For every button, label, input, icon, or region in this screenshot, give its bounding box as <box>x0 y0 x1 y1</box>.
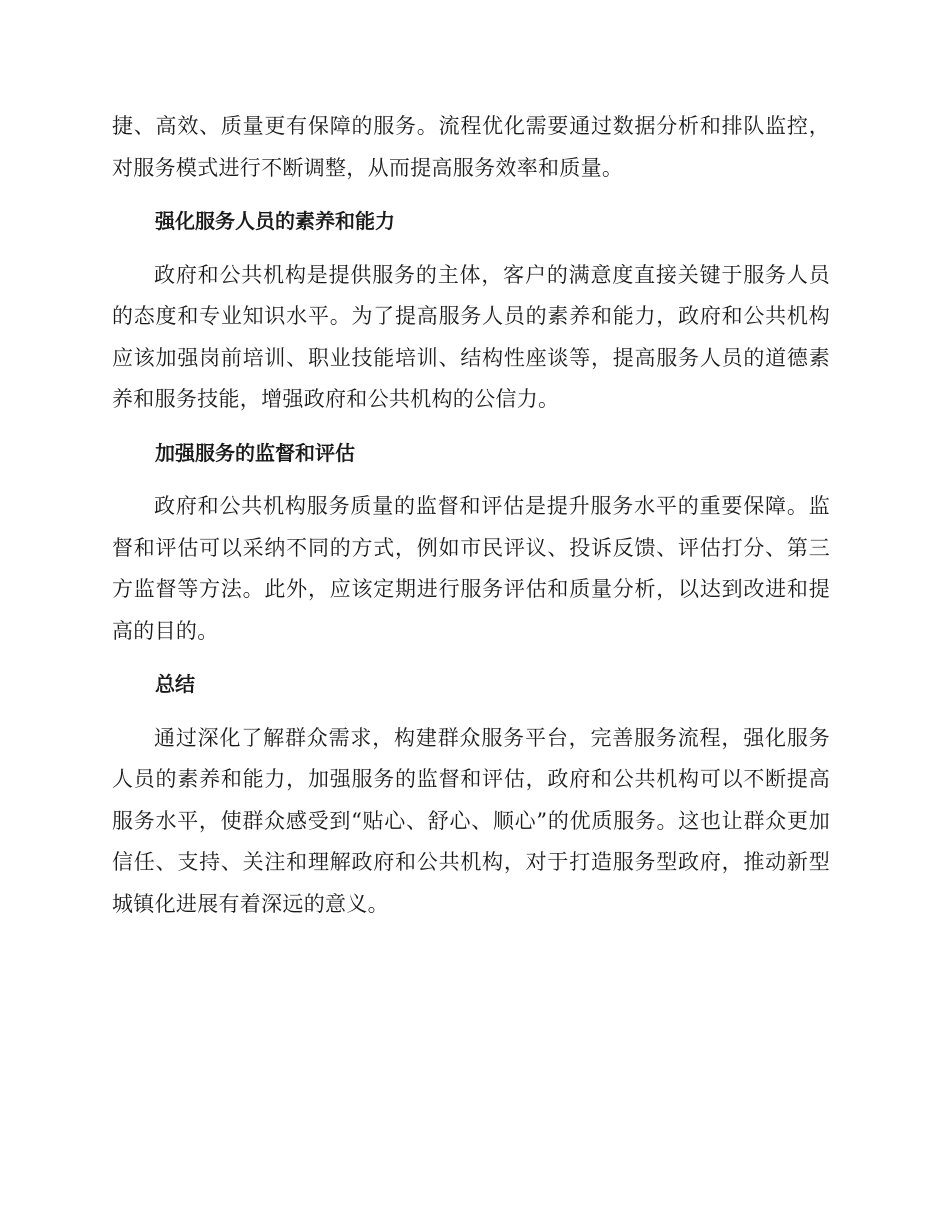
section-body-summary: 通过深化了解群众需求，构建群众服务平台，完善服务流程，强化服务人员的素养和能力，加强服务的监督和评估，政府和公共机构可以不断提高服务水平，使群众感受到“贴心、舒心、顺心”的优质服务。这也让群众更加信任、支持、关注和理解政府和公共机构，对于打造服务型政府，推动新型城镇化进展有着深远的意义。 <box>112 725 830 916</box>
section-heading-summary: 总结 <box>155 672 195 696</box>
section-heading-supervision: 加强服务的监督和评估 <box>155 440 355 465</box>
section-body-supervision: 政府和公共机构服务质量的监督和评估是提升服务水平的重要保障。监督和评估可以采纳不同的方式，例如市民评议、投诉反馈、评估打分、第三方监督等方法。此外，应该定期进行服务评估和质量分析，以达到改进和提高的目的。 <box>112 494 830 643</box>
continuation-paragraph: 捷、高效、质量更有保障的服务。流程优化需要通过数据分析和排队监控，对服务模式进行不断调整，从而提高服务效率和质量。 <box>112 114 830 180</box>
section-heading-staff-quality: 强化服务人员的素养和能力 <box>155 209 395 233</box>
document-page <box>112 106 830 925</box>
section-body-staff-quality: 政府和公共机构是提供服务的主体，客户的满意度直接关键于服务人员的态度和专业知识水平。为了提高服务人员的素养和能力，政府和公共机构应该加强岗前培训、职业技能培训、结构性座谈等，提高服务人员的道德素养和服务技能，增强政府和公共机构的公信力。 <box>112 262 830 411</box>
